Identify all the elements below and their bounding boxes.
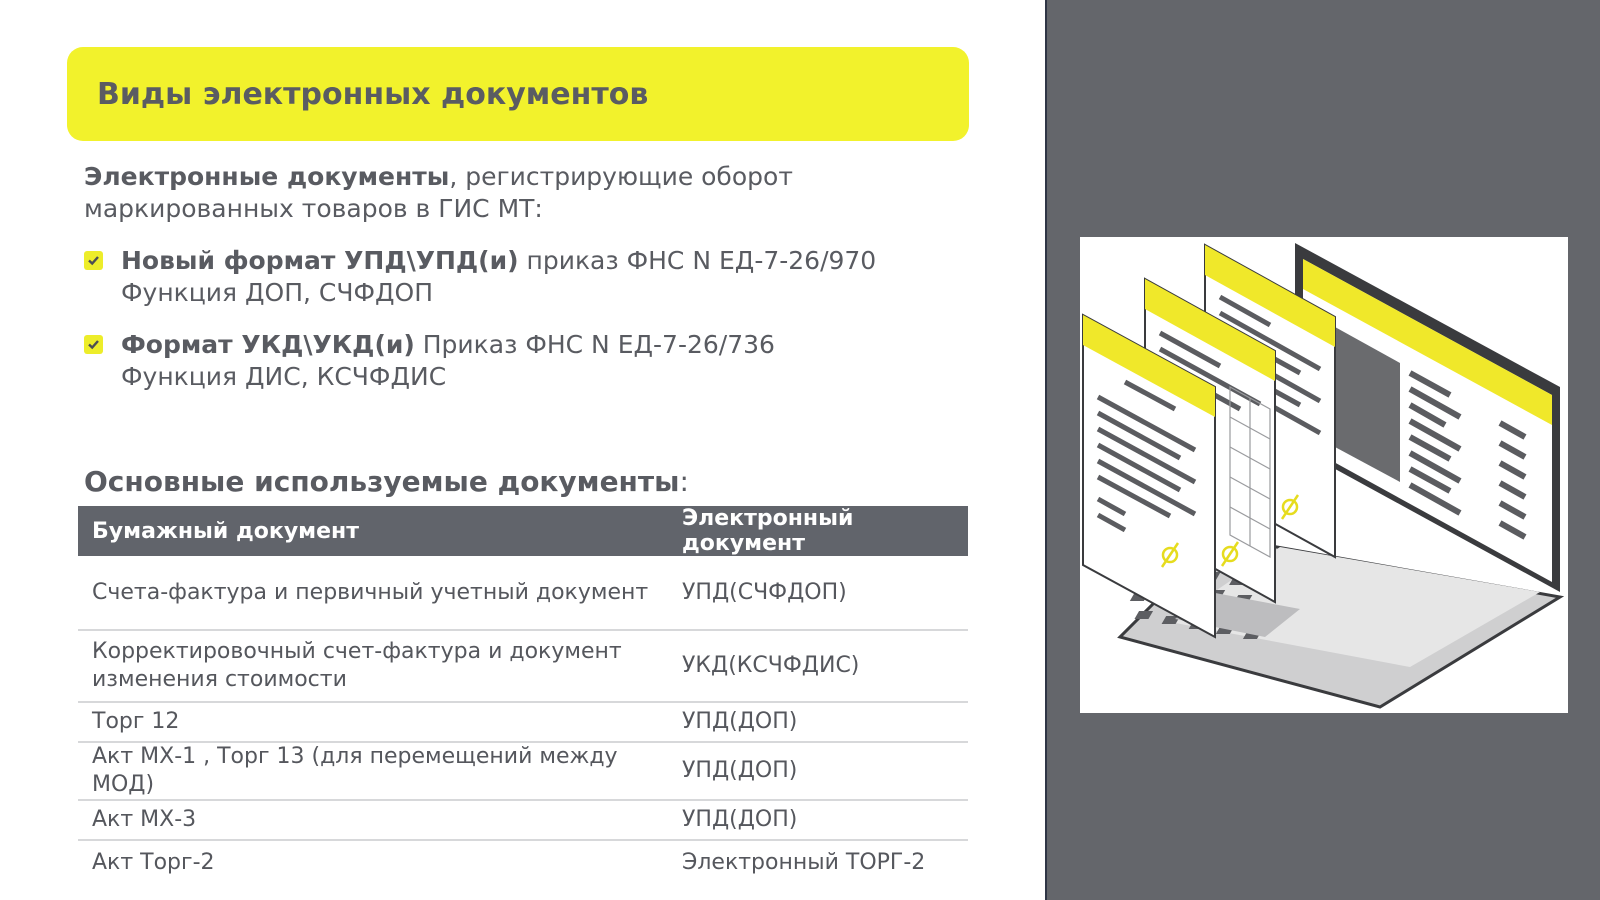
table-row	[78, 800, 968, 840]
title-banner	[67, 47, 969, 141]
checkbox-icon	[84, 251, 103, 270]
checklist-line2: Функция ДИС, КСЧФДИС	[121, 362, 447, 391]
laptop-documents-illustration	[1080, 237, 1568, 713]
section-title	[84, 465, 689, 498]
table-cell: УКД(КСЧФДИС)	[662, 630, 968, 702]
table-cell: Электронный ТОРГ-2	[682, 849, 926, 875]
table-row	[78, 556, 968, 630]
table-row	[78, 702, 968, 742]
section-title-text: Основные используемые документы	[84, 465, 680, 498]
table-header-row	[78, 506, 968, 556]
table-cell: УПД(СЧФДОП)	[662, 556, 968, 630]
table-row	[78, 742, 968, 800]
intro-rest: , регистрирующие оборот	[449, 162, 793, 191]
intro-line2: маркированных товаров в ГИС МТ:	[84, 194, 543, 223]
table-header: Бумажный документ	[78, 506, 662, 556]
table-cell: Акт МХ-3	[78, 800, 662, 840]
table-cell: Акт Торг-2	[92, 849, 215, 875]
table-cell: УПД(ДОП)	[662, 742, 968, 800]
table-cell: Акт МХ-1 , Торг 13 (для перемещений между МОД)	[78, 742, 662, 800]
checkbox-icon	[84, 335, 103, 354]
table-row	[78, 630, 968, 702]
section-title-colon: :	[679, 465, 689, 498]
table-cell: Корректировочный счет-фактура и документ изменения стоимости	[78, 630, 662, 702]
intro-text	[84, 161, 964, 225]
checklist-rest: приказ ФНС N ЕД-7-26/970	[518, 246, 877, 275]
documents-table	[78, 506, 968, 884]
checklist-line2: Функция ДОП, СЧФДОП	[121, 278, 434, 307]
checklist-bold: Новый формат УПД\УПД(и)	[121, 246, 519, 275]
table-cell: Счета-фактура и первичный учетный документ	[78, 556, 662, 630]
intro-bold: Электронные документы	[84, 162, 450, 191]
checklist-bold: Формат УКД\УКД(и)	[121, 330, 415, 359]
table-cell: УПД(ДОП)	[662, 702, 968, 742]
table-header: Электронный документ	[662, 506, 968, 556]
table-cell: УПД(ДОП)	[662, 800, 968, 840]
table-cell: Торг 12	[78, 702, 662, 742]
checklist-rest: Приказ ФНС N ЕД-7-26/736	[414, 330, 775, 359]
page-title: Виды электронных документов	[97, 76, 649, 112]
table-row	[78, 840, 968, 884]
